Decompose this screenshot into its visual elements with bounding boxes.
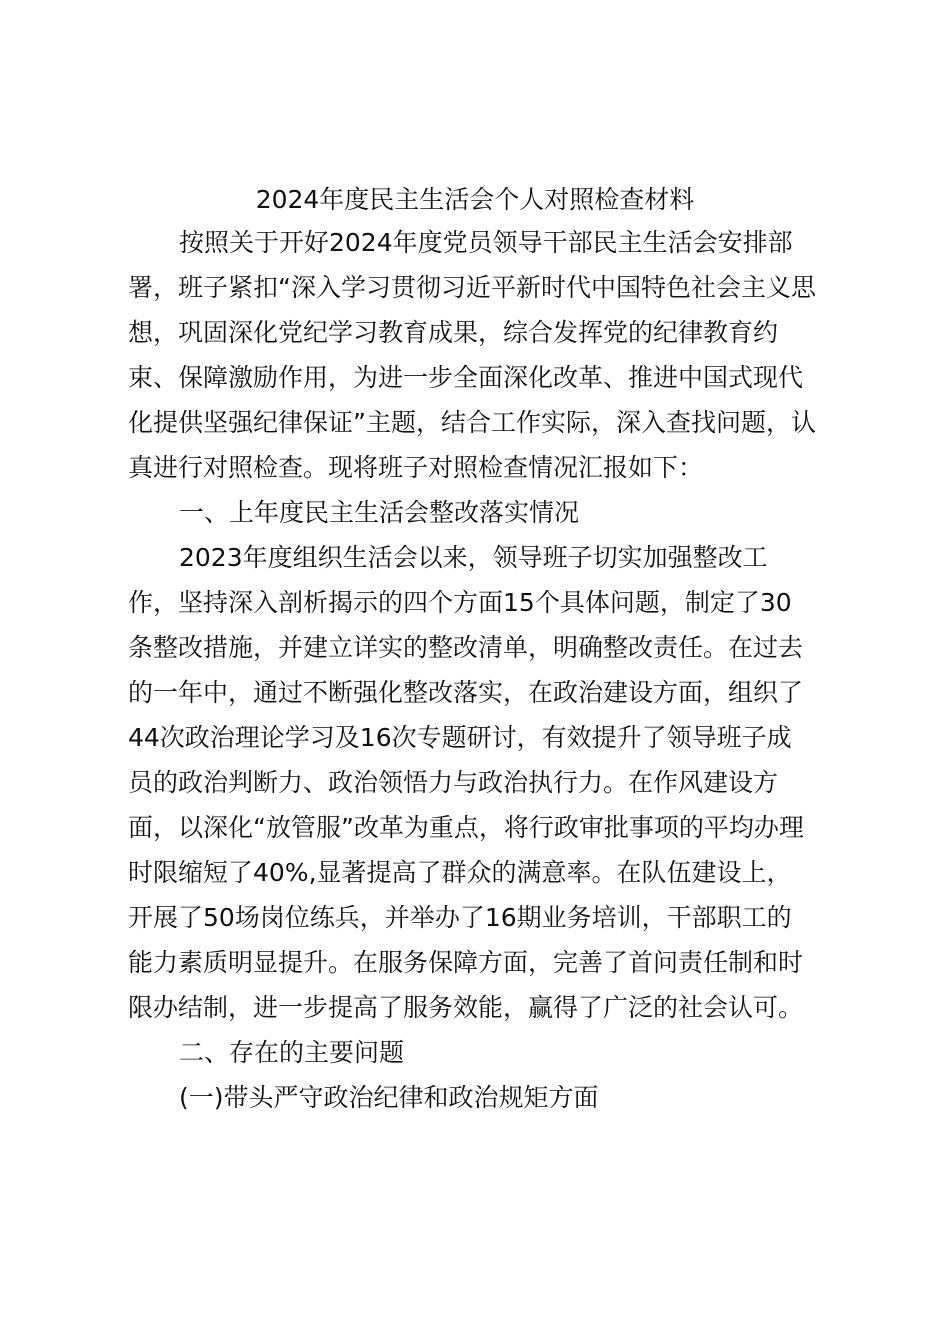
paragraph-line: 员的政治判断力、政治领悟力与政治执行力。在作风建设方 <box>128 768 779 797</box>
paragraph-line: 想，巩固深化党纪学习教育成果，综合发挥党的纪律教育约 <box>128 318 779 347</box>
paragraph-line: 署，班子紧扣“深入学习贯彻习近平新时代中国特色社会主义思 <box>128 273 816 302</box>
document-title: 2024年度民主生活会个人对照检查材料 <box>255 185 695 214</box>
paragraph-line: 能力素质明显提升。在服务保障方面，完善了首问责任制和时 <box>128 948 804 977</box>
section-heading: 一、上年度民主生活会整改落实情况 <box>179 498 580 527</box>
paragraph-line: 真进行对照检查。现将班子对照检查情况汇报如下： <box>128 453 704 482</box>
section-heading: 二、存在的主要问题 <box>179 1038 405 1067</box>
paragraph-line: 时限缩短了40%,显著提高了群众的满意率。在队伍建设上， <box>128 858 792 887</box>
paragraph-line: 束、保障激励作用，为进一步全面深化改革、推进中国式现代 <box>128 363 804 392</box>
paragraph-line: 开展了50场岗位练兵，并举办了16期业务培训，干部职工的 <box>128 903 792 932</box>
paragraph-line: 限办结制，进一步提高了服务效能，赢得了广泛的社会认可。 <box>128 993 804 1022</box>
paragraph-line: 作，坚持深入剖析揭示的四个方面15个具体问题，制定了30 <box>128 588 792 617</box>
paragraph-line: 面，以深化“放管服”改革为重点，将行政审批事项的平均办理 <box>128 813 804 842</box>
subsection-heading: (一)带头严守政治纪律和政治规矩方面 <box>179 1083 599 1112</box>
paragraph-line: 的一年中，通过不断强化整改落实，在政治建设方面，组织了 <box>128 678 804 707</box>
paragraph-line: 条整改措施，并建立详实的整改清单，明确整改责任。在过去 <box>128 633 804 662</box>
paragraph-line: 化提供坚强纪律保证”主题，结合工作实际，深入查找问题，认 <box>128 408 816 437</box>
paragraph-line: 44次政治理论学习及16次专题研讨，有效提升了领导班子成 <box>128 723 792 752</box>
paragraph-line: 2023年度组织生活会以来，领导班子切实加强整改工 <box>179 543 768 572</box>
paragraph-line: 按照关于开好2024年度党员领导干部民主生活会安排部 <box>179 228 793 257</box>
